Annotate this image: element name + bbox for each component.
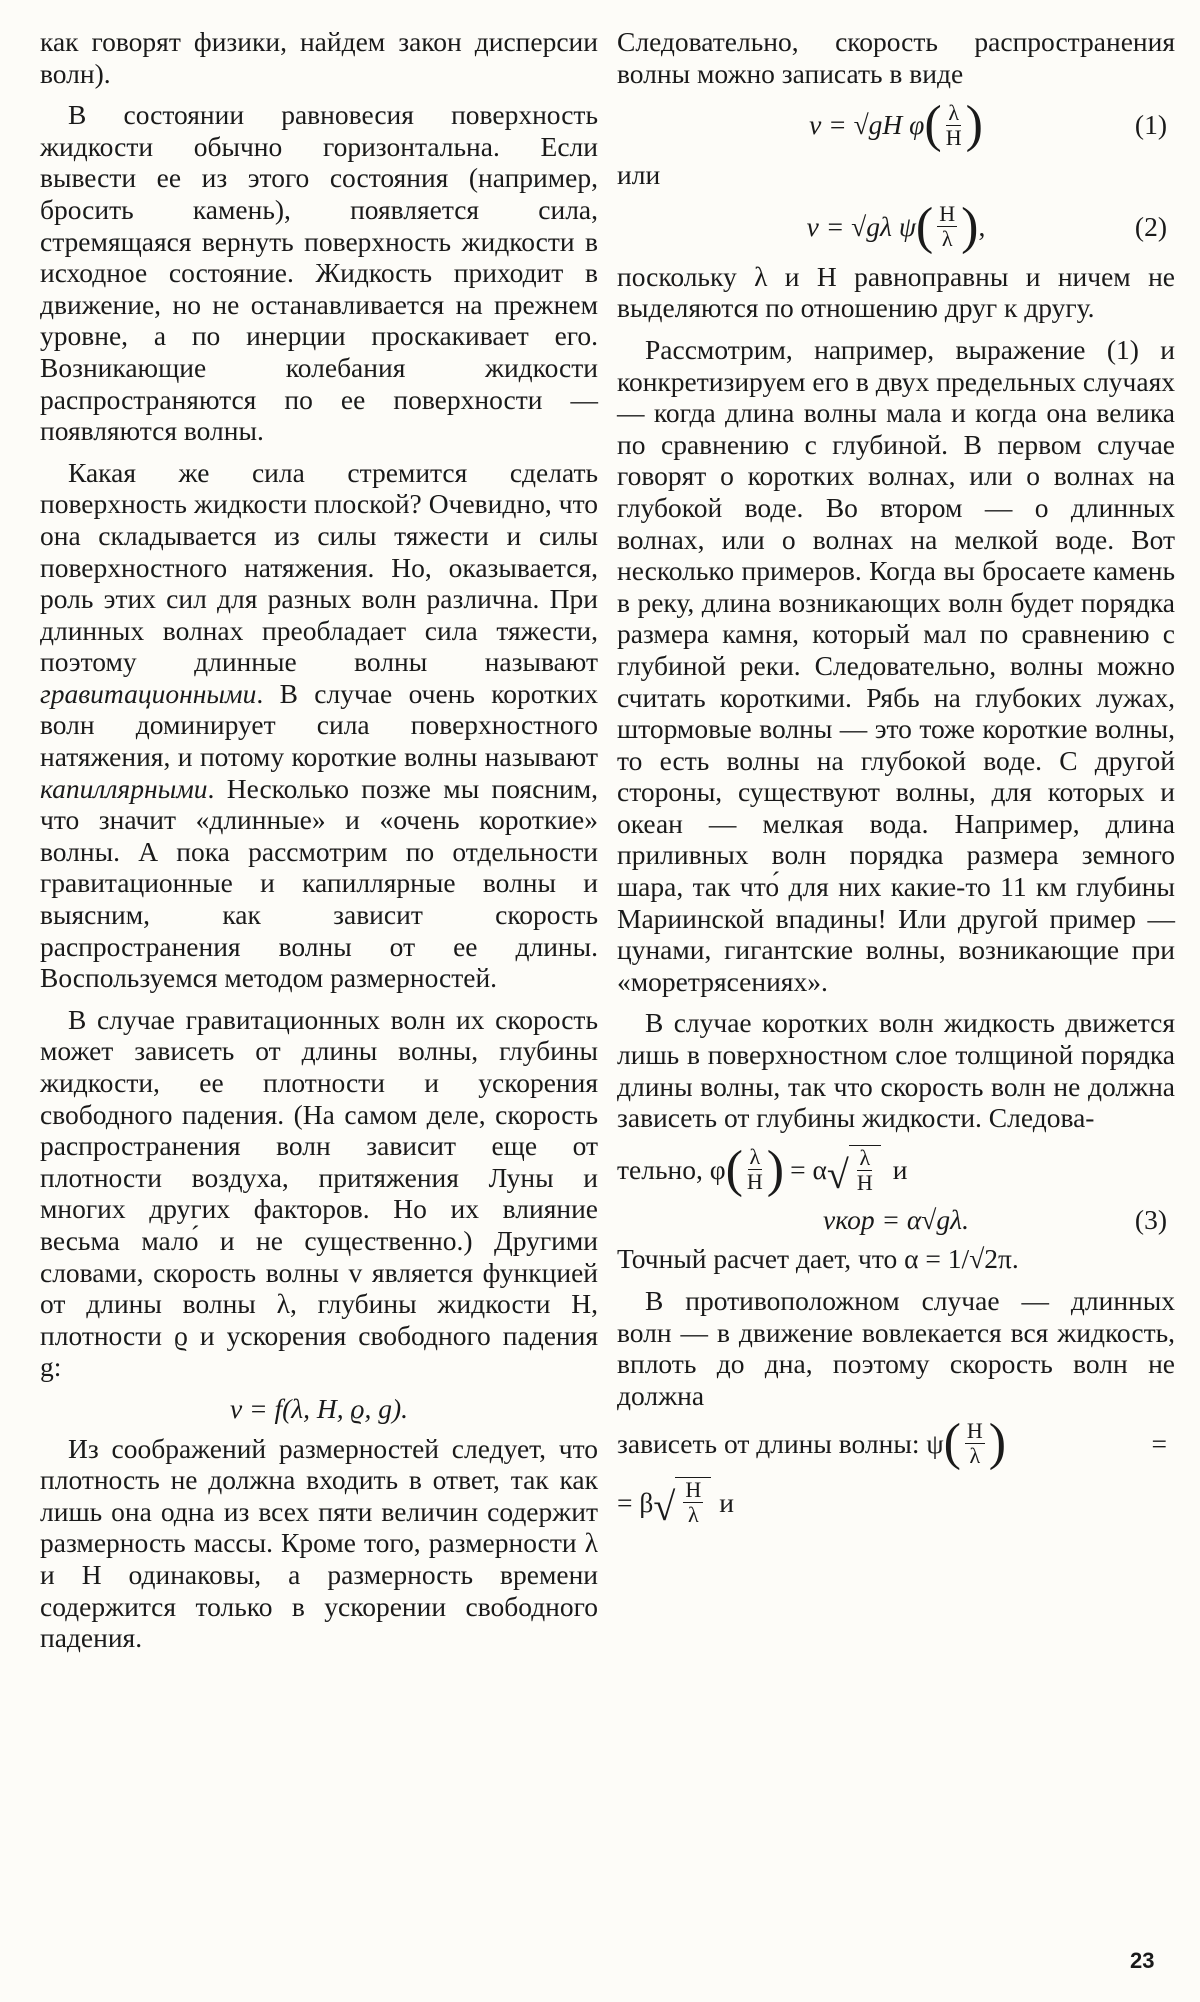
left-column [40, 26, 598, 1664]
paragraph: Точный расчет дает, что α = 1/√2π. [617, 1243, 1019, 1275]
fraction: $\frac{\lambda}{H}$ [746, 1144, 763, 1195]
equation-number: (1) [1134, 109, 1167, 141]
formula-4b: = β √ $\frac{H}{\lambda}$ и [617, 1477, 734, 1530]
formula-1: v = √gH φ ( $\frac{\lambda}{H}$ ) (1) [809, 96, 1167, 154]
equation-number: (3) [1134, 1203, 1167, 1235]
formula-2: v = √gλ ψ ( $\frac{H}{\lambda}$ ) , (2) [806, 197, 1167, 255]
paragraph: В случае гравитационных волн их скорость может зависеть от длины волны, глубины жидкости, ее плотности и ускорения свободного падения. (На самом деле, скорость распространения волн зависит еще от плотности воздуха, притяжения Луны и многих других факторов. Но их влияние весьма мало́ и не существенно.) Другими словами, скорость волны v является функцией от длины волны λ, глубины жидкости H, плотности ϱ и ускорения свободного падения g: [40, 1003, 598, 1383]
emphasis-capillary: капиллярными [40, 772, 208, 804]
paragraph: поскольку λ и H равноправны и ничем не выделяются по отношению друг к другу. [617, 260, 1175, 324]
formula-3a: тельно, φ ( $\frac{\lambda}{H}$ ) = α √ $\frac{\lambda}{H}$ и [617, 1140, 908, 1198]
page-number: 23 [1130, 1948, 1155, 1973]
square-root: √ $\frac{H}{\lambda}$ [653, 1477, 711, 1527]
fraction: $\frac{H}{\lambda}$ [939, 201, 956, 252]
formula-lhs: v = √gλ ψ [806, 210, 916, 242]
formula-lhs: v = √gH φ [809, 109, 925, 141]
formula-3 [617, 1204, 1175, 1236]
formula-lhs: vкор = α√gλ. [823, 1203, 969, 1235]
formula-4a: зависеть от длины волны: ψ ( $\frac{H}{\lambda}$ ) = [617, 1414, 1167, 1472]
paragraph: В противоположном случае — длинных волн — в движение вовлекается вся жидкость, вплоть до дна, поэтому скорость волн не должна [617, 1285, 1175, 1411]
paragraph [40, 457, 598, 994]
equation-number: (2) [1134, 210, 1167, 242]
paragraph: Из соображений размерностей следует, что плотность не должна входить в ответ, так как лишь она одна из всех пяти величин содержит размерность массы. Кроме того, размерности λ и H одинаковы, а размерность времени содержится только в ускорении свободного падения. [40, 1432, 598, 1654]
paragraph: как говорят физики, найдем закон дисперсии волн). [40, 26, 598, 89]
paragraph: В случае коротких волн жидкость движется лишь в поверхностном слое толщиной порядка длины волны, так что скорость волн не должна зависеть от глубины жидкости. Следова- [617, 1007, 1175, 1134]
square-root: √ $\frac{\lambda}{H}$ [827, 1145, 881, 1195]
fraction: $\frac{\lambda}{H}$ [945, 99, 962, 150]
paragraph: Следовательно, скорость распространения волны можно записать в виде [617, 26, 1175, 89]
fraction: $\frac{H}{\lambda}$ [966, 1417, 983, 1468]
paragraph: или [617, 159, 661, 191]
text-run: . В случае очень коротких волн доминирует сила поверхностного натяжения, и потому короткие волны называют [40, 677, 598, 773]
paragraph: В состоянии равновесия поверхность жидкости обычно горизонтальна. Если вывести ее из этого состояния (например, бросить камень), появляется сила, стремящаяся вернуть поверхность жидкости в исходное состояние. Жидкость приходит в движение, но не останавливается на прежнем уровне, а по инерции проскакивает его. Возникающие колебания жидкости распространяются по ее поверхности — появляются волны. [40, 99, 598, 447]
text-run: . Несколько позже мы поясним, что значит «длинные» и «очень короткие» волны. А пока рассмотрим по отдельности гравитационные и капиллярные волны и выясним, как зависит скорость распространения волны от ее длины. Воспользуемся методом размерностей. [40, 772, 598, 994]
fraction: $\frac{\lambda}{H}$ [856, 1144, 873, 1195]
right-column [617, 26, 1175, 1535]
formula-function: v = f(λ, H, ϱ, g). [229, 1392, 409, 1424]
fraction: $\frac{H}{\lambda}$ [685, 1477, 702, 1528]
paragraph: Рассмотрим, например, выражение (1) и конкретизируем его в двух предельных случаях — когда длина волны мала и когда она велика по сравнению с глубиной. В первом случае говорят о коротких волнах, или о волнах на глубокой воде. Во втором — о длинных волнах, или о волнах на мелкой воде. Вот несколько примеров. Когда вы бросаете камень в реку, длина возникающих волн будет порядка размера камня, который мал по сравнению с глубиной реки. Следовательно, волны можно считать короткими. Рябь на глубоких лужах, штормовые волны — это тоже короткие волны, то есть волны на глубокой воде. С другой стороны, существуют волны, для которых и океан — мелкая вода. Например, длина приливных волн порядка размера земного шара, так что́ для них какие-то 11 км глубины Мариинской впадины! Или другой пример — цунами, гигантские волны, возникающие при «моретрясениях». [617, 333, 1175, 997]
emphasis-gravitational: гравитационными [40, 677, 257, 709]
text-run: Какая же сила стремится сделать поверхность жидкости плоской? Очевидно, что она складывается из силы тяжести и силы поверхностного натяжения. Но, оказывается, роль этих сил для разных волн различна. При длинных волнах преобладает сила тяжести, поэтому длинные волны называют [40, 456, 598, 678]
